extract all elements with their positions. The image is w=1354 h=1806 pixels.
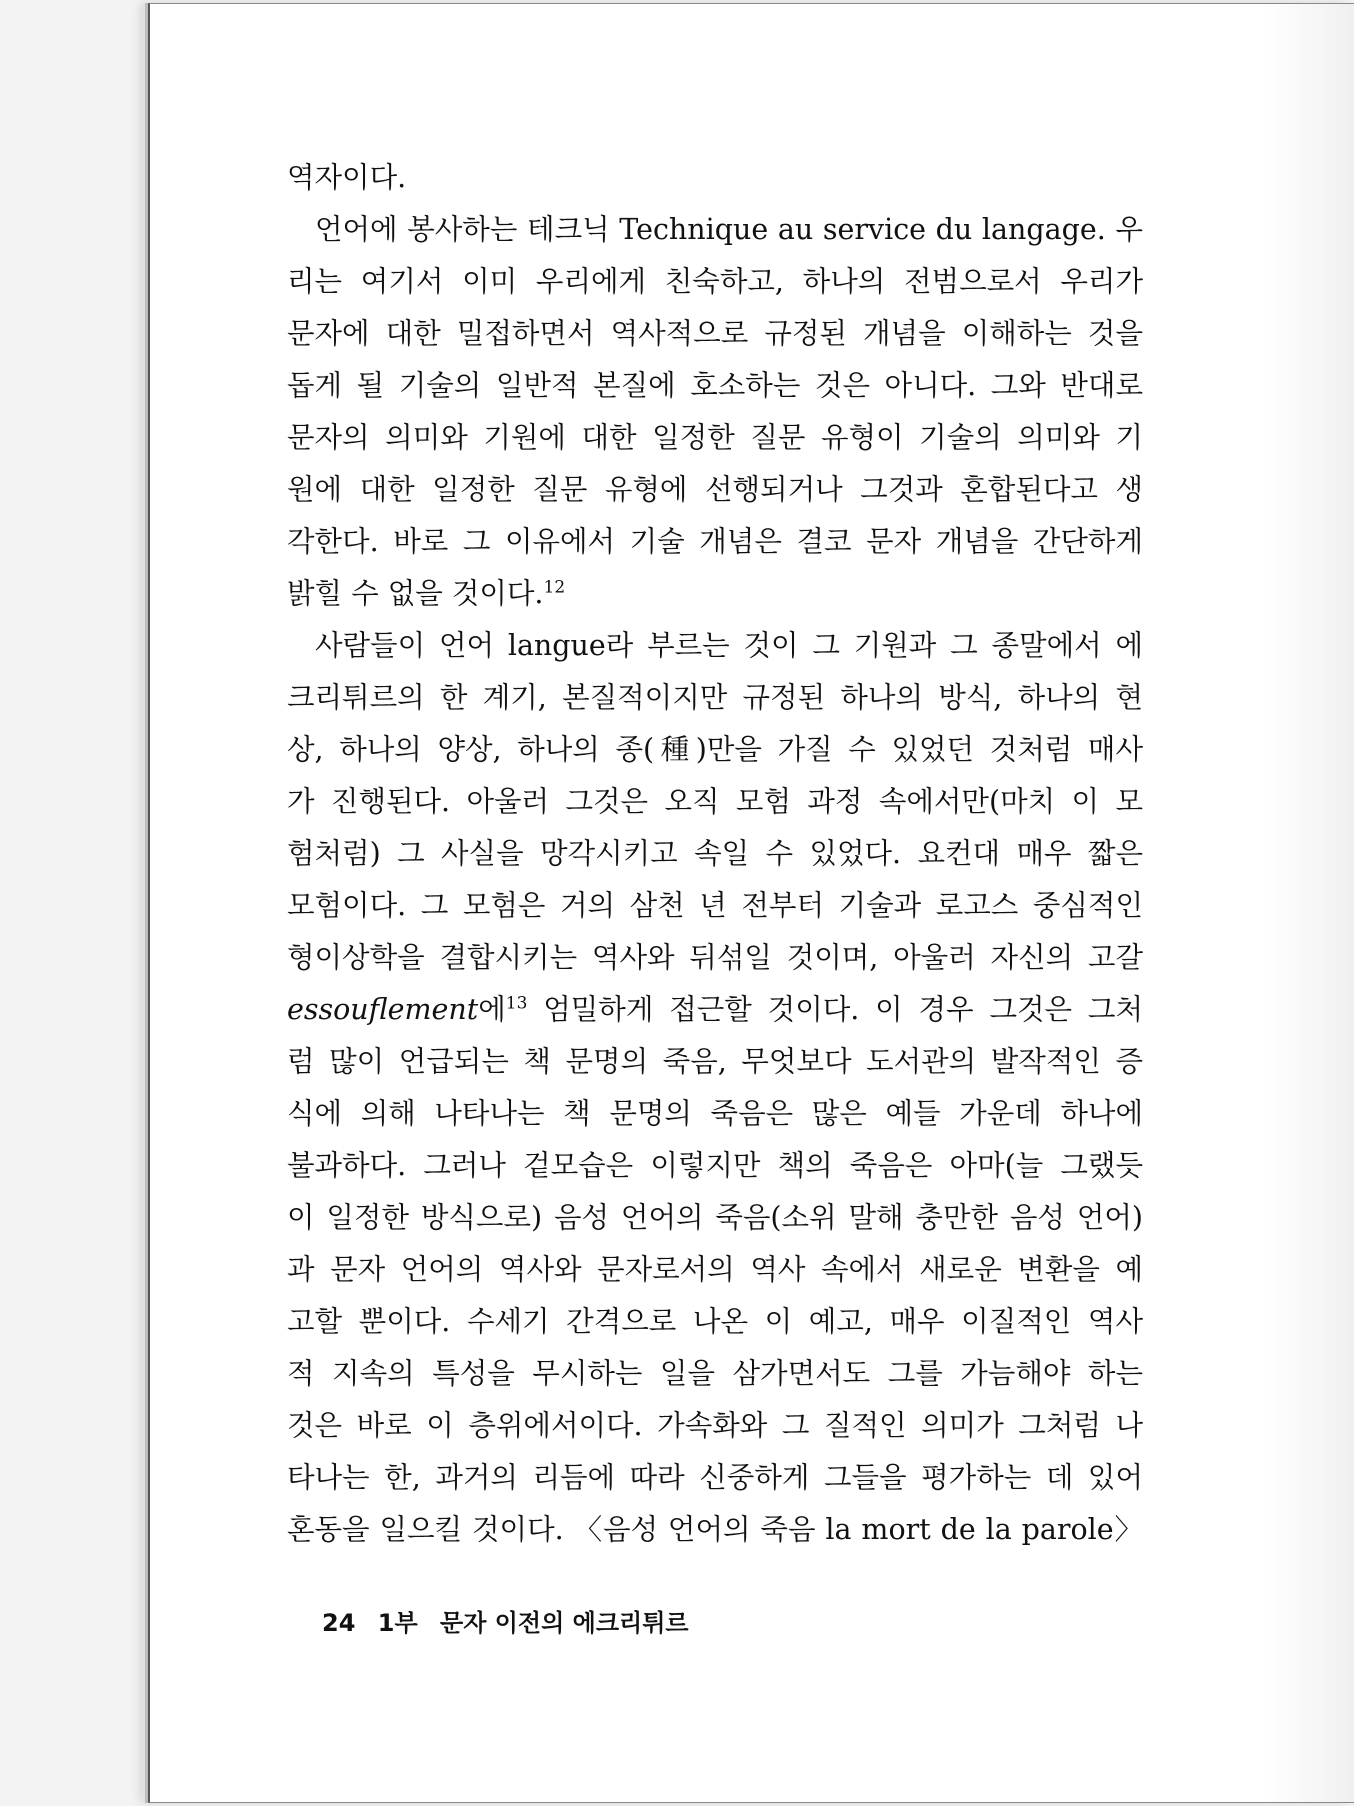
text-line: 럼 많이 언급되는 책 문명의 죽음, 무엇보다 도서관의 발작적인 증: [287, 1045, 1143, 1078]
text-line: 원에 대한 일정한 질문 유형에 선행되거나 그것과 혼합된다고 생: [287, 473, 1143, 506]
text-line: 언어에 봉사하는 테크닉 Technique au service du langage. 우: [315, 213, 1143, 246]
text-line: 역자이다.: [287, 161, 407, 194]
page-shadow: [1264, 4, 1354, 1802]
text-line: 불과하다. 그러나 겉모습은 이렇지만 책의 죽음은 아마(늘 그랬듯: [287, 1149, 1143, 1182]
text-line: 형이상학을 결합시키는 역사와 뒤섞일 것이며, 아울러 자신의 고갈: [287, 941, 1143, 974]
text-span: 밝힐 수 없을 것이다.: [287, 577, 544, 610]
text-line: 험처럼) 그 사실을 망각시키고 속일 수 있었다. 요컨대 매우 짧은: [287, 837, 1143, 870]
text-span: 엄밀하게 접근할 것이다. 이 경우 그것은 그처: [527, 993, 1143, 1026]
text-line: 것은 바로 이 층위에서이다. 가속화와 그 질적인 의미가 그처럼 나: [287, 1409, 1143, 1442]
page-footer: [322, 1603, 703, 1643]
part-label: 1부: [377, 1609, 418, 1637]
italic-term: essouflement: [287, 993, 479, 1026]
text-line: 사람들이 언어 langue라 부르는 것이 그 기원과 그 종말에서 에: [315, 629, 1143, 662]
text-line: 이 일정한 방식으로) 음성 언어의 죽음(소위 말해 충만한 음성 언어): [287, 1201, 1143, 1234]
text-line: 타나는 한, 과거의 리듬에 따라 신중하게 그들을 평가하는 데 있어: [287, 1461, 1143, 1494]
text-line: 문자에 대한 밀접하면서 역사적으로 규정된 개념을 이해하는 것을: [287, 317, 1143, 350]
text-line: 적 지속의 특성을 무시하는 일을 삼가면서도 그를 가늠해야 하는: [287, 1357, 1143, 1390]
footnote-marker: 12: [543, 577, 566, 598]
footnote-marker: 13: [505, 993, 528, 1014]
text-line: 상, 하나의 양상, 하나의 종(種)만을 가질 수 있었던 것처럼 매사: [287, 733, 1143, 766]
text-line: 식에 의해 나타나는 책 문명의 죽음은 많은 예들 가운데 하나에: [287, 1097, 1143, 1130]
text-line: [287, 984, 1143, 1036]
text-line: 가 진행된다. 아울러 그것은 오직 모험 과정 속에서만(마치 이 모: [287, 785, 1143, 818]
text-line: 과 문자 언어의 역사와 문자로서의 역사 속에서 새로운 변환을 예: [287, 1253, 1143, 1286]
text-span: 에: [478, 993, 506, 1026]
text-line: 문자의 의미와 기원에 대한 일정한 질문 유형이 기술의 의미와 기: [287, 421, 1143, 454]
text-line: 돕게 될 기술의 일반적 본질에 호소하는 것은 아니다. 그와 반대로: [287, 369, 1143, 402]
text-line: 각한다. 바로 그 이유에서 기술 개념은 결코 문자 개념을 간단하게: [287, 525, 1143, 558]
page-number: 24: [322, 1609, 356, 1637]
running-title: 문자 이전의 에크리튀르: [440, 1609, 689, 1637]
text-line: [287, 568, 1143, 620]
text-line: 크리튀르의 한 계기, 본질적이지만 규정된 하나의 방식, 하나의 현: [287, 681, 1143, 714]
text-line: 모험이다. 그 모험은 거의 삼천 년 전부터 기술과 로고스 중심적인: [287, 889, 1143, 922]
text-line: 혼동을 일으킬 것이다. 〈음성 언어의 죽음 la mort de la parole〉: [287, 1513, 1143, 1546]
text-line: 리는 여기서 이미 우리에게 친숙하고, 하나의 전범으로서 우리가: [287, 265, 1143, 298]
text-line: 고할 뿐이다. 수세기 간격으로 나온 이 예고, 매우 이질적인 역사: [287, 1305, 1143, 1338]
